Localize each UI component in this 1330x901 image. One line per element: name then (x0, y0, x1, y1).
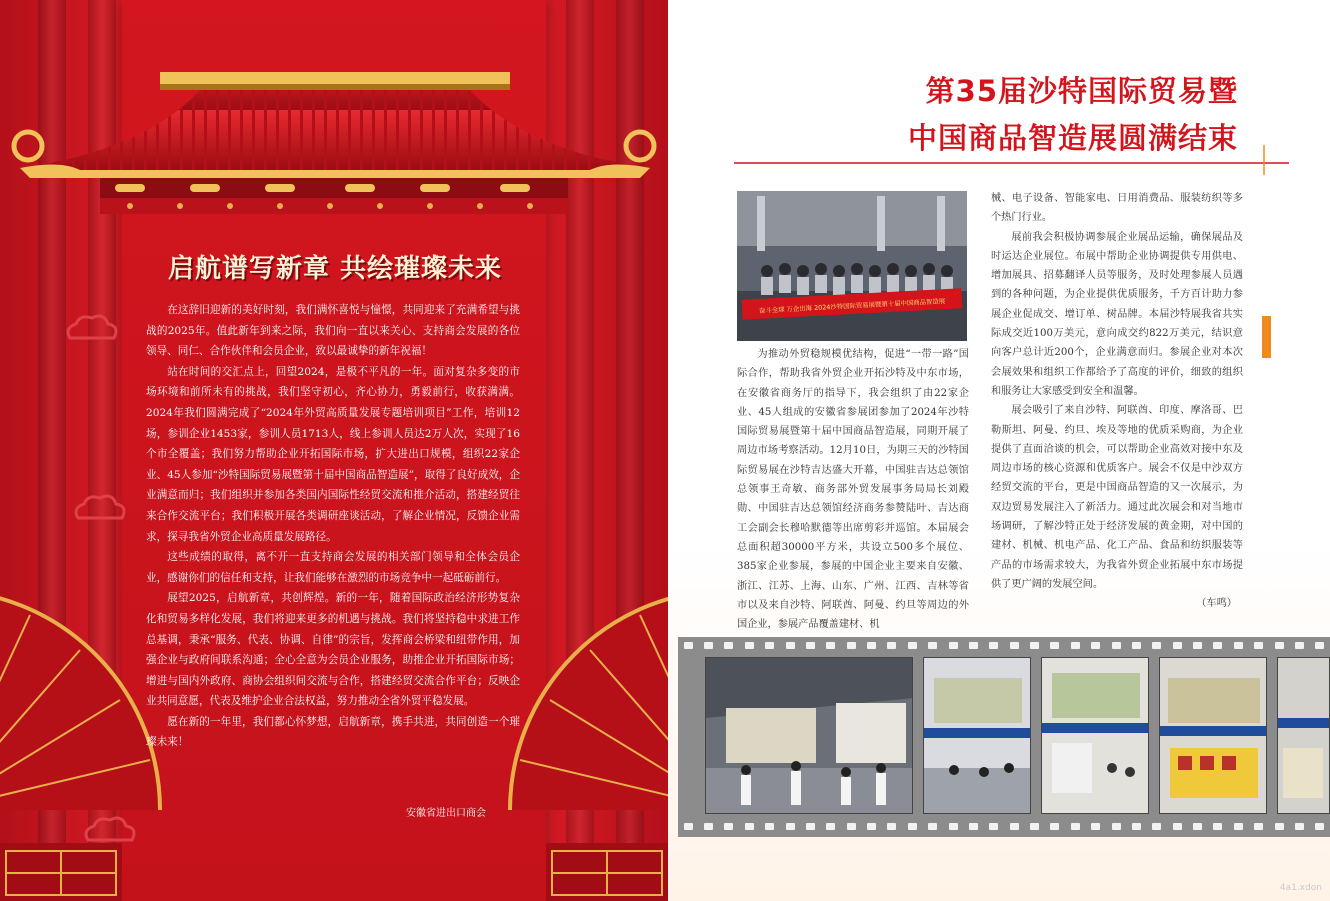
paragraph: 械、电子设备、智能家电、日用消费品、服装纺织等多个热门行业。 (991, 193, 1243, 224)
article-title-line-1: 第35届沙特国际贸易暨 (925, 74, 1238, 108)
group-photo-banner-text: 奋斗全球 万企出海 2024沙特国际贸易展暨第十届中国商品智造展 (758, 297, 946, 315)
page-title: 启航谱写新章 共绘璀璨未来 (167, 253, 503, 284)
paragraph: 这些成绩的取得，离不开一直支持商会发展的相关部门领导和全体会员企业，感谢你们的信任和支持，让我们能够在激烈的市场竞争中一起砥砺前行。 (146, 551, 520, 584)
paragraph: 展望2025，启航新章，共创辉煌。新的一年，随着国际政治经济形势复杂化和贸易多样化发展，我们将迎来更多的机遇与挑战。我们将坚持稳中求进工作总基调，秉承“服务、代表、协调、自律”的宗旨，发挥商会桥梁和纽带作用，加强企业与政府间联系沟通；全心全意为会员企业服务，助推企业开拓国际市场；增进与国内外政府、商协会组织间交流与合作，搭建经贸交流合作平台；反映企业共同意愿，代表及维护企业合法权益，努力推动全省外贸平稳发展。 (146, 592, 520, 708)
signature: 安徽省进出口商会 (406, 808, 486, 819)
left-title-banner (130, 236, 540, 296)
paragraph: 站在时间的交汇点上，回望2024，是极不平凡的一年。面对复杂多变的市场环境和前所未有的挑战，我们坚守初心，齐心协力，勇毅前行，收获满满。2024年我们圆满完成了“2024年外贸高质量发展专题培训项目”工作，培训12场，参训企业1453家，参训人员1713人，线上参训人员达2万人次，实现了16个市全覆盖；我们努力帮助企业开拓国际市场，扩大进出口规模，组织22家企业、45人参加“沙特国际贸易展暨第十届中国商品智造展”，取得了良好成效，企业满意而归；我们组织并参加各类国内国际性经贸交流和推介活动，搭建经贸往来合作交流平台；我们积极开展各类调研座谈活动，了解企业情况，反馈企业需求，探寻我省外贸企业高质量发展路径。 (146, 365, 520, 543)
exhibition-photo (1041, 657, 1149, 814)
folding-fan-left-icon (0, 560, 170, 820)
article-title-line-2: 中国商品智造展圆满结束 (907, 121, 1238, 155)
folding-fan-right-icon (500, 560, 668, 820)
exhibition-photo (1277, 657, 1330, 814)
accent-bar (1262, 316, 1271, 358)
paragraph: 展前我会积极协调参展企业展品运输，确保展品及时运达企业展位。布展中帮助企业协调提供专用供电、增加展具、招募翻译人员等服务，及时处理参展人员遇到的各种问题，为企业提供优质服务，千方百计助力参展企业促成交、增订单、树品牌。本届沙特展我省共实际成交近100万美元，意向成交约822万美元，结识意向客户总计近200个，企业满意而归。参展企业对本次会展效果和组织工作都给予了高度的评价，细致的组织和服务让大家感受到安全和温馨。 (991, 231, 1243, 397)
article-column-2 (991, 189, 1243, 614)
article-column-1 (737, 345, 969, 634)
exhibition-photo (923, 657, 1031, 814)
chinese-roof-illustration (0, 50, 668, 225)
exhibition-photo (1159, 657, 1267, 814)
paragraph: 愿在新的一年里，我们都心怀梦想，启航新章，携手共进，共同创造一个璀璨未来！ (146, 715, 520, 749)
title-underline (734, 145, 1289, 175)
paragraph: 为推动外贸稳规模优结构，促进“一带一路”国际合作，帮助我省外贸企业开拓沙特及中东市场，在安徽省商务厅的指导下，我会组织了由22家企业、45人组成的安徽省参展团参加了2024年沙特国际贸易展暨第十届中国商品智造展，同期开展了周边市场考察活动。12月10日，为期三天的沙特国际贸易展在沙特吉达盛大开幕，中国驻吉达总领馆总领事王奇敏、商务部外贸发展事务局局长刘殿勋、中国驻吉达总领馆经济商务参赞陆叶、吉达商工会副会长穆哈默德等出席剪彩并巡馆。本届展会总面积超30000平方米，共设立500多个展位、385家企业参展，参展的中国企业主要来自安徽、浙江、江苏、上海、山东、广州、江西、吉林等省市以及来自沙特、阿联酋、阿曼、约旦等周边的外国企业，参展产品覆盖建材、机 (737, 349, 969, 631)
paragraph: 在这辞旧迎新的美好时刻，我们满怀喜悦与憧憬，共同迎来了充满希望与挑战的2025年。值此新年到来之际，我们向一直以来关心、支持商会发展的各位领导、同仁、合作伙伴和会员企业，致以最诚挚的新年祝福！ (146, 304, 520, 358)
auspicious-cloud-icon (70, 490, 130, 530)
left-article-body (146, 300, 520, 753)
lattice-border (0, 843, 668, 901)
exhibition-photo (705, 657, 913, 814)
group-photo (737, 191, 967, 341)
paragraph: 展会吸引了来自沙特、阿联酋、印度、摩洛哥、巴勒斯坦、阿曼、约旦、埃及等地的优质采购商，为企业提供了直面洽谈的机会，可以帮助企业高效对接中东及周边市场的核心资源和优质客户。展会不仅是中沙双方经贸交流的平台，更是中国商品智造的又一次展示，为双边贸易发展注入了新活力。通过此次展会和对当地市场调研，了解沙特正处于经济发展的黄金期，对中国的建材、机械、机电产品、化工产品、食品和纺织服装等产品的市场需求较大，为我省外贸企业拓展中东市场提供了更广阔的发展空间。 (991, 405, 1243, 590)
auspicious-cloud-icon (62, 310, 122, 350)
photo-film-strip (678, 637, 1330, 837)
author-byline: （车鸣） (1196, 598, 1237, 610)
watermark: 4a1.xdon (1279, 883, 1322, 893)
right-page (668, 0, 1330, 901)
